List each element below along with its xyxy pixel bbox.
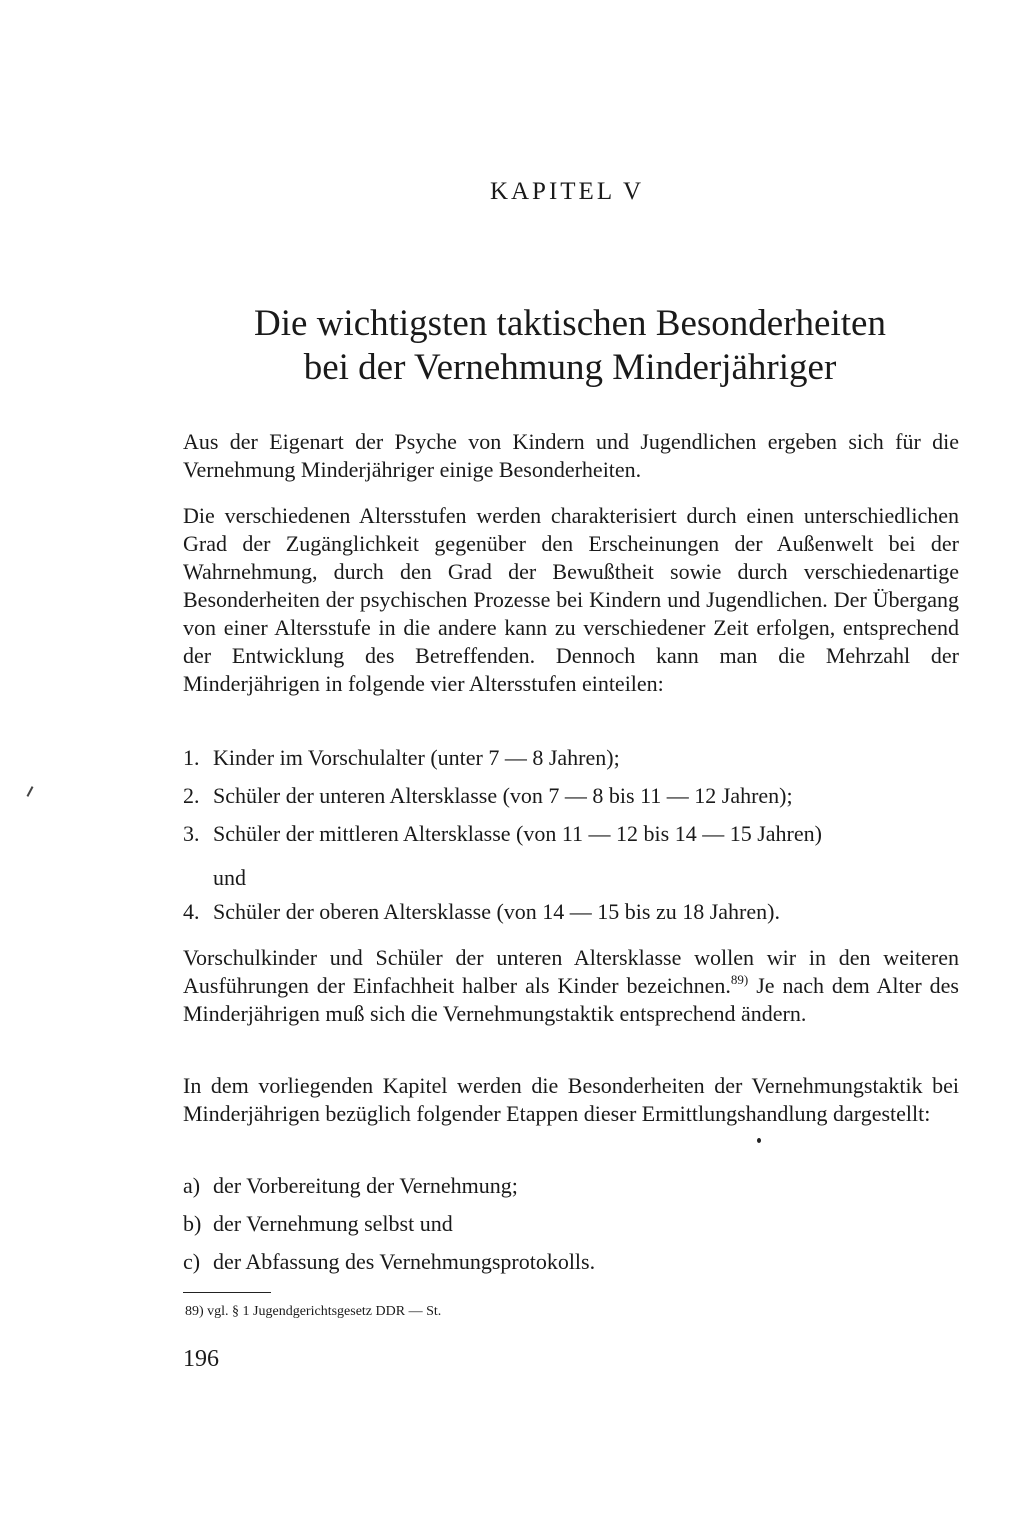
chapter-overview-paragraph-block	[183, 1072, 959, 1128]
list-number: 1.	[183, 745, 200, 770]
stage-list-item-a	[183, 1172, 518, 1200]
intro-paragraph-block	[183, 428, 959, 484]
chapter-title-line-2: bei der Vernehmung Minderjähriger	[303, 347, 837, 388]
stage-list-item-b	[183, 1210, 453, 1238]
list-number: 2.	[183, 783, 200, 808]
margin-mark	[27, 786, 34, 797]
list-text: Schüler der oberen Altersklasse (von 14 — 15 bis zu 18 Jahren).	[213, 899, 780, 924]
age-list-item-1	[183, 744, 620, 772]
list-letter: a)	[183, 1173, 201, 1198]
list-text: Schüler der mittleren Altersklasse (von 11 — 12 bis 14 — 15 Jahren)	[213, 821, 822, 846]
list-continuation: und	[213, 865, 246, 890]
footnote-divider	[183, 1292, 271, 1293]
list-letter: c)	[183, 1249, 201, 1274]
list-item-3-main	[183, 820, 822, 848]
page-number: 196	[183, 1346, 219, 1372]
chapter-title	[180, 302, 960, 390]
list-text: der Vorbereitung der Vernehmung;	[213, 1173, 518, 1198]
paragraph-text: Vorschulkinder und Schüler der unteren Altersklasse wollen wir in den weiteren Ausführungen der Einfachheit halber als Kinder bezeichnen.	[183, 945, 959, 998]
intro-paragraph: Aus der Eigenart der Psyche von Kindern und Jugendlichen ergeben sich für die Vernehmung Minderjähriger einige Besonderheiten.	[183, 429, 959, 482]
paragraph-text-continued: Je nach dem Alter des Minderjährigen muß sich die Vernehmungstaktik entsprechend ändern.	[183, 973, 959, 1026]
footnote-reference: 89)	[730, 972, 749, 987]
stage-list-item-c	[183, 1248, 595, 1276]
list-number: 4.	[183, 899, 200, 924]
children-definition-paragraph-block	[183, 944, 959, 1028]
age-list-item-4	[183, 898, 780, 926]
chapter-overview-paragraph: In dem vorliegenden Kapitel werden die Besonderheiten der Vernehmungstaktik bei Minderjährigen bezüglich folgender Etappen dieser Ermittlungshandlung dargestellt:	[183, 1073, 959, 1126]
age-list-item-3	[183, 820, 959, 892]
age-stages-paragraph: Die verschiedenen Altersstufen werden charakterisiert durch einen unterschiedlichen Grad der Zugänglichkeit gegenüber den Erscheinungen der Außenwelt bei der Wahrnehmung, durch den Grad der Bewußtheit sowie durch verschiedenartige Besonderheiten der psychischen Prozesse bei Kindern und Jugendlichen. Der Übergang von einer Altersstufe in die andere kann zu verschiedener Zeit erfolgen, entsprechend der Entwicklung des Betreffenden. Dennoch kann man die Mehrzahl der Minderjährigen in folgende vier Altersstufen einteilen:	[183, 503, 959, 696]
ink-speck	[757, 1138, 761, 1143]
list-text: der Abfassung des Vernehmungsprotokolls.	[213, 1249, 596, 1274]
age-list-item-2	[183, 782, 793, 810]
list-text: Schüler der unteren Altersklasse (von 7 — 8 bis 11 — 12 Jahren);	[213, 783, 793, 808]
list-letter: b)	[183, 1211, 202, 1236]
children-definition-paragraph	[183, 944, 959, 1028]
list-number: 3.	[183, 821, 200, 846]
age-stages-paragraph-block	[183, 502, 959, 698]
footnote: 89) vgl. § 1 Jugendgerichtsgesetz DDR — St.	[185, 1304, 442, 1319]
chapter-label: KAPITEL V	[489, 178, 645, 205]
list-text: der Vernehmung selbst und	[213, 1211, 453, 1236]
chapter-title-line-1: Die wichtigsten taktischen Besonderheiten	[254, 303, 886, 344]
list-text: Kinder im Vorschulalter (unter 7 — 8 Jahren);	[213, 745, 620, 770]
